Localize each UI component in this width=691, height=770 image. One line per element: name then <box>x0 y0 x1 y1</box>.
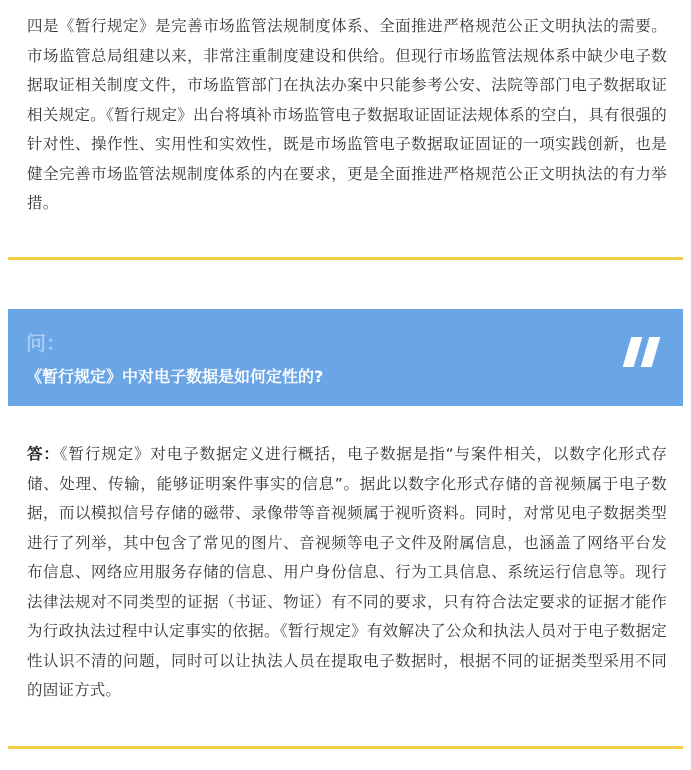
question-banner <box>8 309 683 406</box>
divider-top <box>8 257 683 260</box>
quote-bar <box>641 337 661 367</box>
intro-paragraph: 四是《暂行规定》是完善市场监管法规制度体系、全面推进严格规范公正文明执法的需要。市场监管总局组建以来，非常注重制度建设和供给。但现行市场监管法规体系中缺少电子数据取证相关制度文件，市场监管部门在执法办案中只能参考公安、法院等部门电子数据取证相关规定。《暂行规定》出台将填补市场监管电子数据取证固证法规体系的空白，具有很强的针对性、操作性、实用性和实效性，既是市场监管电子数据取证固证的一项实践创新，也是健全完善市场监管法规制度体系的内在要求，更是全面推进严格规范公正文明执法的有力举措。 <box>27 17 667 212</box>
question-label: 问： <box>26 331 66 355</box>
answer-label: 答： <box>27 445 60 463</box>
quote-bar <box>623 337 643 367</box>
answer-text: 《暂行规定》对电子数据定义进行概括，电子数据是指“与案件相关，以数字化形式存储、处理、传输，能够证明案件事实的信息”。据此以数字化形式存储的音视频属于电子数据，而以模拟信号存储的磁带、录像带等音视频属于视听资料。同时，对常见电子数据类型进行了列举，其中包含了常见的图片、音视频等电子文件及附属信息，也涵盖了网络平台发布信息、网络应用服务存储的信息、用户身份信息、行为工具信息、系统运行信息等。现行法律法规对不同类型的证据（书证、物证）有不同的要求，只有符合法定要求的证据才能作为行政执法过程中认定事实的依据。《暂行规定》有效解决了公众和执法人员对于电子数据定性认识不清的问题，同时可以让执法人员在提取电子数据时，根据不同的证据类型采用不同的固证方式。 <box>27 445 667 699</box>
question-text: 《暂行规定》中对电子数据是如何定性的? <box>26 367 324 386</box>
quote-icon <box>623 337 661 367</box>
answer-paragraph <box>27 440 667 706</box>
divider-bottom <box>8 746 683 749</box>
